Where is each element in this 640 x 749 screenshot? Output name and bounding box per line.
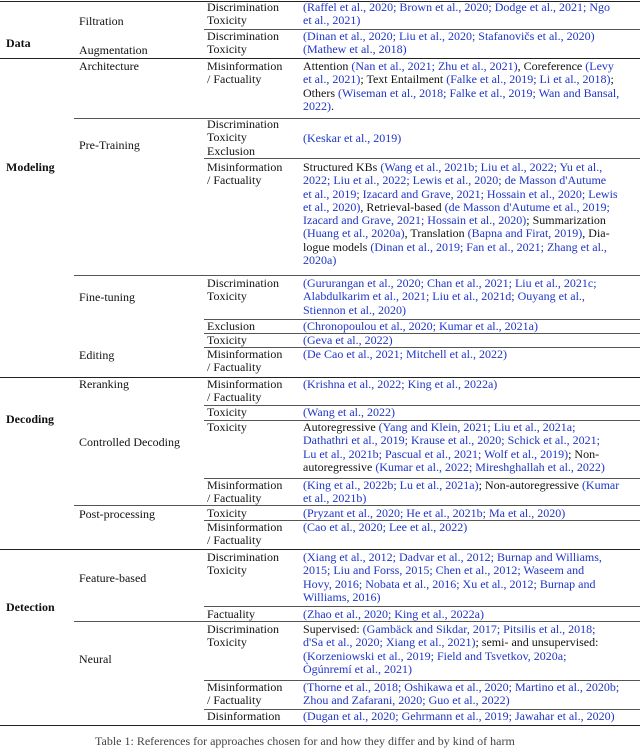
references-augmentation <box>303 30 595 57</box>
references-finetuning <box>303 277 597 317</box>
reference-line: Stiennon et al., 2020) <box>303 302 406 317</box>
references-pretraining-1 <box>303 132 401 145</box>
harm-type: Discrimination Toxicity <box>207 622 279 650</box>
harm-type: Misinformation / Factuality <box>207 680 283 708</box>
harm-type: Misinformation / Factuality <box>207 520 283 548</box>
harm-type: Exclusion <box>207 319 255 333</box>
reference-line: logue models (Dinan et al., 2019; Fan et al., 2021; Zhang et al., <box>303 239 607 254</box>
table-bottom-rule <box>0 725 640 726</box>
references-neural-1 <box>303 623 598 676</box>
harm-type: Misinformation / Factuality <box>207 478 283 506</box>
harm-type: Toxicity <box>207 506 247 520</box>
reference-line: (Dinan et al., 2020; Liu et al., 2020; Stafanovičs et al., 2020) <box>303 29 595 43</box>
reference-line: et al., 2021) <box>303 13 361 28</box>
harm-type: Discrimination Toxicity <box>207 550 279 578</box>
reference-line: (Krishna et al., 2022; King et al., 2022a) <box>303 377 498 391</box>
reference-line: 2022; Liu et al., 2022; Lewis et al., 2020; de Masson d'Autume <box>303 173 607 188</box>
reference-line: et al., 2019; Izacard and Grave, 2021; Hossain et al., 2020; Lewis <box>303 186 618 201</box>
harm-type: Misinformation / Factuality <box>207 59 283 87</box>
reference-line: (Korzeniowski et al., 2019; Field and Tsvetkov, 2020a; <box>303 648 567 663</box>
category-modeling: Modeling <box>6 160 55 174</box>
harm-type: Toxicity <box>207 420 247 434</box>
harm-type: Misinformation / Factuality <box>207 160 283 188</box>
harm-type: Misinformation / Factuality <box>207 377 283 405</box>
method-pretraining: Pre-Training <box>79 138 140 152</box>
reference-line: Dathathri et al., 2019; Krause et al., 2020; Schick et al., 2021; <box>303 433 600 448</box>
reference-line: (Cao et al., 2020; Lee et al., 2022) <box>303 520 468 534</box>
reference-line: d'Sa et al., 2020; Xiang et al., 2021); semi- and unsupervised: <box>303 635 599 650</box>
row-divider <box>204 158 640 159</box>
references-postproc-2 <box>303 521 467 534</box>
reference-line: Zhou and Zafarani, 2020; Guo et al., 2022) <box>303 693 510 708</box>
harm-type: Discrimination Toxicity <box>207 29 279 57</box>
harm-type: Discrimination Toxicity <box>207 0 279 28</box>
method-reranking: Reranking <box>79 377 129 391</box>
references-postproc-1 <box>303 507 565 520</box>
reference-line: (Chronopoulou et al., 2020; Kumar et al., 2021a) <box>303 319 538 333</box>
reference-line: et al., 2021); Text Entailment (Falke et al., 2019; Li et al., 2018); <box>303 72 614 87</box>
references-feature-2 <box>303 608 484 621</box>
reference-line: Lu et al., 2021b; Pascual et al., 2021; Wolf et al., 2019); Non- <box>303 446 600 461</box>
reference-line: Izacard and Grave, 2021; Hossain et al., 2020); Summarization <box>303 213 606 228</box>
reference-line: (Thorne et al., 2018; Oshikawa et al., 2020; Martino et al., 2020b; <box>303 680 620 694</box>
reference-line: Autoregressive (Yang and Klein, 2021; Liu et al., 2021a; <box>303 420 576 434</box>
references-reranking-2 <box>303 406 395 419</box>
reference-line: et al., 2021b) <box>303 491 367 506</box>
harm-type: Misinformation / Factuality <box>207 347 283 375</box>
references-filtration <box>303 1 610 28</box>
method-post-processing: Post-processing <box>79 507 155 521</box>
reference-line: (Raffel et al., 2020; Brown et al., 2020; Dodge et al., 2021; Ngo <box>303 0 611 14</box>
reference-line: Hovy, 2016; Nobata et al., 2016; Xu et al., 2012; Burnap and <box>303 576 596 591</box>
references-architecture <box>303 60 619 113</box>
harm-type: Factuality <box>207 607 255 621</box>
references-neural-2 <box>303 681 619 708</box>
method-controlled-decoding: Controlled Decoding <box>79 435 180 449</box>
reference-line: Alabdulkarim et al., 2021; Liu et al., 2021d; Ouyang et al., <box>303 289 585 304</box>
references-neural-3 <box>303 710 615 723</box>
harm-type: Discrimination Toxicity Exclusion <box>207 117 279 158</box>
reference-line: Williams, 2016) <box>303 589 381 604</box>
references-editing-2 <box>303 334 393 347</box>
reference-line: (Geva et al., 2022) <box>303 333 393 347</box>
row-divider <box>204 405 640 406</box>
reference-line: (Zhao et al., 2020; King et al., 2022a) <box>303 607 484 621</box>
category-decoding: Decoding <box>6 412 54 426</box>
references-reranking <box>303 378 497 391</box>
reference-line: et al., 2020), Retrieval-based (de Masson d'Autume et al., 2019; <box>303 199 610 214</box>
reference-line: Attention (Nan et al., 2021; Zhu et al., 2021), Coreference (Levy <box>303 59 614 73</box>
reference-line: (Mathew et al., 2018) <box>303 42 407 57</box>
reference-line: 2020a) <box>303 253 337 268</box>
reference-line: (Gururangan et al., 2020; Chan et al., 2021; Liu et al., 2021c; <box>303 276 597 290</box>
references-controlled-2 <box>303 479 619 506</box>
reference-line: 2022). <box>303 98 334 113</box>
row-divider <box>74 118 640 119</box>
reference-line: (Wang et al., 2022) <box>303 405 396 419</box>
reference-line: (De Cao et al., 2021; Mitchell et al., 2022) <box>303 347 507 361</box>
method-editing: Editing <box>79 348 115 362</box>
method-augmentation: Augmentation <box>79 43 148 57</box>
reference-line: (Huang et al., 2020a), Translation (Bapna and Firat, 2019), Dia- <box>303 226 610 241</box>
reference-line: (Dugan et al., 2020; Gehrmann et al., 2019; Jawahar et al., 2020) <box>303 709 615 723</box>
references-controlled-1 <box>303 421 605 474</box>
method-neural: Neural <box>79 652 112 666</box>
harm-type: Disinformation <box>207 709 281 723</box>
harm-type: Toxicity <box>207 333 247 347</box>
reference-line: Ògúnremí et al., 2021) <box>303 661 412 676</box>
method-finetuning: Fine-tuning <box>79 290 135 304</box>
reference-line: 2015; Liu and Forss, 2015; Chen et al., 2012; Waseem and <box>303 563 585 578</box>
references-editing-1 <box>303 320 538 333</box>
reference-line: (King et al., 2022b; Lu et al., 2021a); Non-autoregressive (Kumar <box>303 478 620 492</box>
harm-type: Toxicity <box>207 405 247 419</box>
reference-line: Supervised: (Gambäck and Sikdar, 2017; Pitsilis et al., 2018; <box>303 622 596 636</box>
method-feature-based: Feature-based <box>79 571 147 585</box>
method-filtration: Filtration <box>79 14 124 28</box>
harm-type: Discrimination Toxicity <box>207 276 279 304</box>
reference-line: (Keskar et al., 2019) <box>303 131 402 145</box>
references-feature-1 <box>303 551 602 604</box>
reference-line: Structured KBs (Wang et al., 2021b; Liu et al., 2022; Yu et al., <box>303 160 603 174</box>
category-detection: Detection <box>6 600 55 614</box>
reference-line: (Xiang et al., 2012; Dadvar et al., 2012; Burnap and Williams, <box>303 550 602 564</box>
reference-line: (Pryzant et al., 2020; He et al., 2021b; Ma et al., 2020) <box>303 506 566 520</box>
method-architecture: Architecture <box>79 59 139 73</box>
references-editing-3 <box>303 348 507 361</box>
table-caption: Table 1: References for approaches chosen for and how they differ and by kind of harm <box>95 734 515 748</box>
reference-line: Others (Wiseman et al., 2018; Falke et al., 2019; Wan and Bansal, <box>303 85 620 100</box>
references-pretraining-2 <box>303 161 618 267</box>
reference-line: autoregressive (Kumar et al., 2022; Mireshghallah et al., 2022) <box>303 459 605 474</box>
category-data: Data <box>6 36 31 50</box>
